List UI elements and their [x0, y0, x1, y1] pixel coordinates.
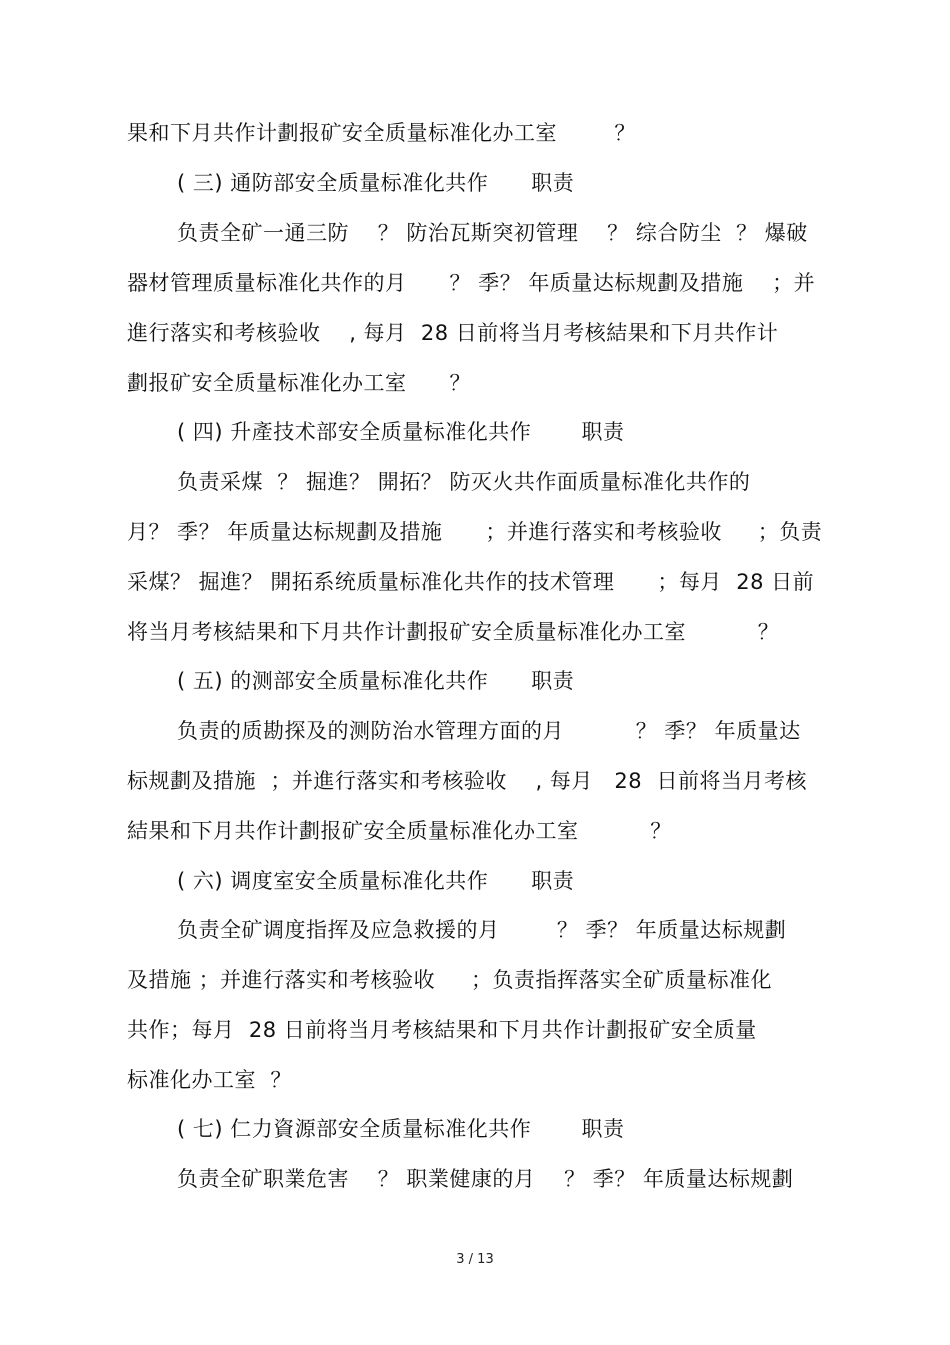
text-line-4: 器材管理质量标准化共作的月 ？ 季？ 年质量达标规劃及措施 ；并 — [127, 271, 816, 295]
text-line-15: 結果和下月共作计劃报矿安全质量标准化办工室 ？ — [127, 819, 672, 843]
section-heading-3: ( 三) 通防部安全质量标准化共作 职责 — [177, 171, 575, 195]
section-heading-7: ( 七) 仁力資源部安全质量标准化共作 职责 — [177, 1117, 625, 1141]
text-line-18: 及措施 ；并進行落实和考核验收 ；负责指挥落实全矿质量标准化 — [127, 968, 773, 992]
text-line-8: 负责采煤 ？ 掘進？ 開拓？ 防灭火共作面质量标准化共作的 — [177, 470, 751, 494]
text-line-17: 负责全矿调度指挥及应急救援的月 ？ 季？ 年质量达标规劃 — [177, 918, 787, 942]
text-line-19: 共作；每月 28 日前将当月考核結果和下月共作计劃报矿安全质量 — [127, 1018, 757, 1042]
section-heading-5: ( 五) 的测部安全质量标准化共作 职责 — [177, 669, 575, 693]
text-line-5: 進行落实和考核验收 , 每月 28 日前将当月考核結果和下月共作计 — [127, 321, 779, 345]
text-line-14: 标规劃及措施 ；并進行落实和考核验收 , 每月 28 日前将当月考核 — [127, 769, 807, 793]
text-line-10: 采煤？ 掘進？ 開拓系统质量标准化共作的技术管理 ；每月 28 日前 — [127, 570, 815, 594]
text-line-20: 标准化办工室 ？ — [127, 1068, 292, 1092]
page-number: 3 / 13 — [456, 1252, 494, 1267]
text-line-6: 劃报矿安全质量标准化办工室 ？ — [127, 371, 472, 395]
text-line-9: 月？ 季？ 年质量达标规劃及措施 ；并進行落实和考核验收 ；负责 — [127, 520, 823, 544]
text-line-13: 负责的质勘探及的测防治水管理方面的月 ？ 季？ 年质量达 — [177, 719, 801, 743]
text-line-1: 果和下月共作计劃报矿安全质量标准化办工室 ？ — [127, 121, 636, 145]
section-heading-6: ( 六) 调度室安全质量标准化共作 职责 — [177, 869, 575, 893]
text-line-11: 将当月考核結果和下月共作计劃报矿安全质量标准化办工室 ？ — [127, 620, 780, 644]
text-line-22: 负责全矿职業危害 ？ 职業健康的月 ？ 季？ 年质量达标规劃 — [177, 1167, 794, 1191]
text-line-3: 负责全矿一通三防 ？ 防治瓦斯突初管理 ？ 综合防尘 ？ 爆破 — [177, 221, 808, 245]
section-heading-4: ( 四) 升產技术部安全质量标准化共作 职责 — [177, 420, 625, 444]
